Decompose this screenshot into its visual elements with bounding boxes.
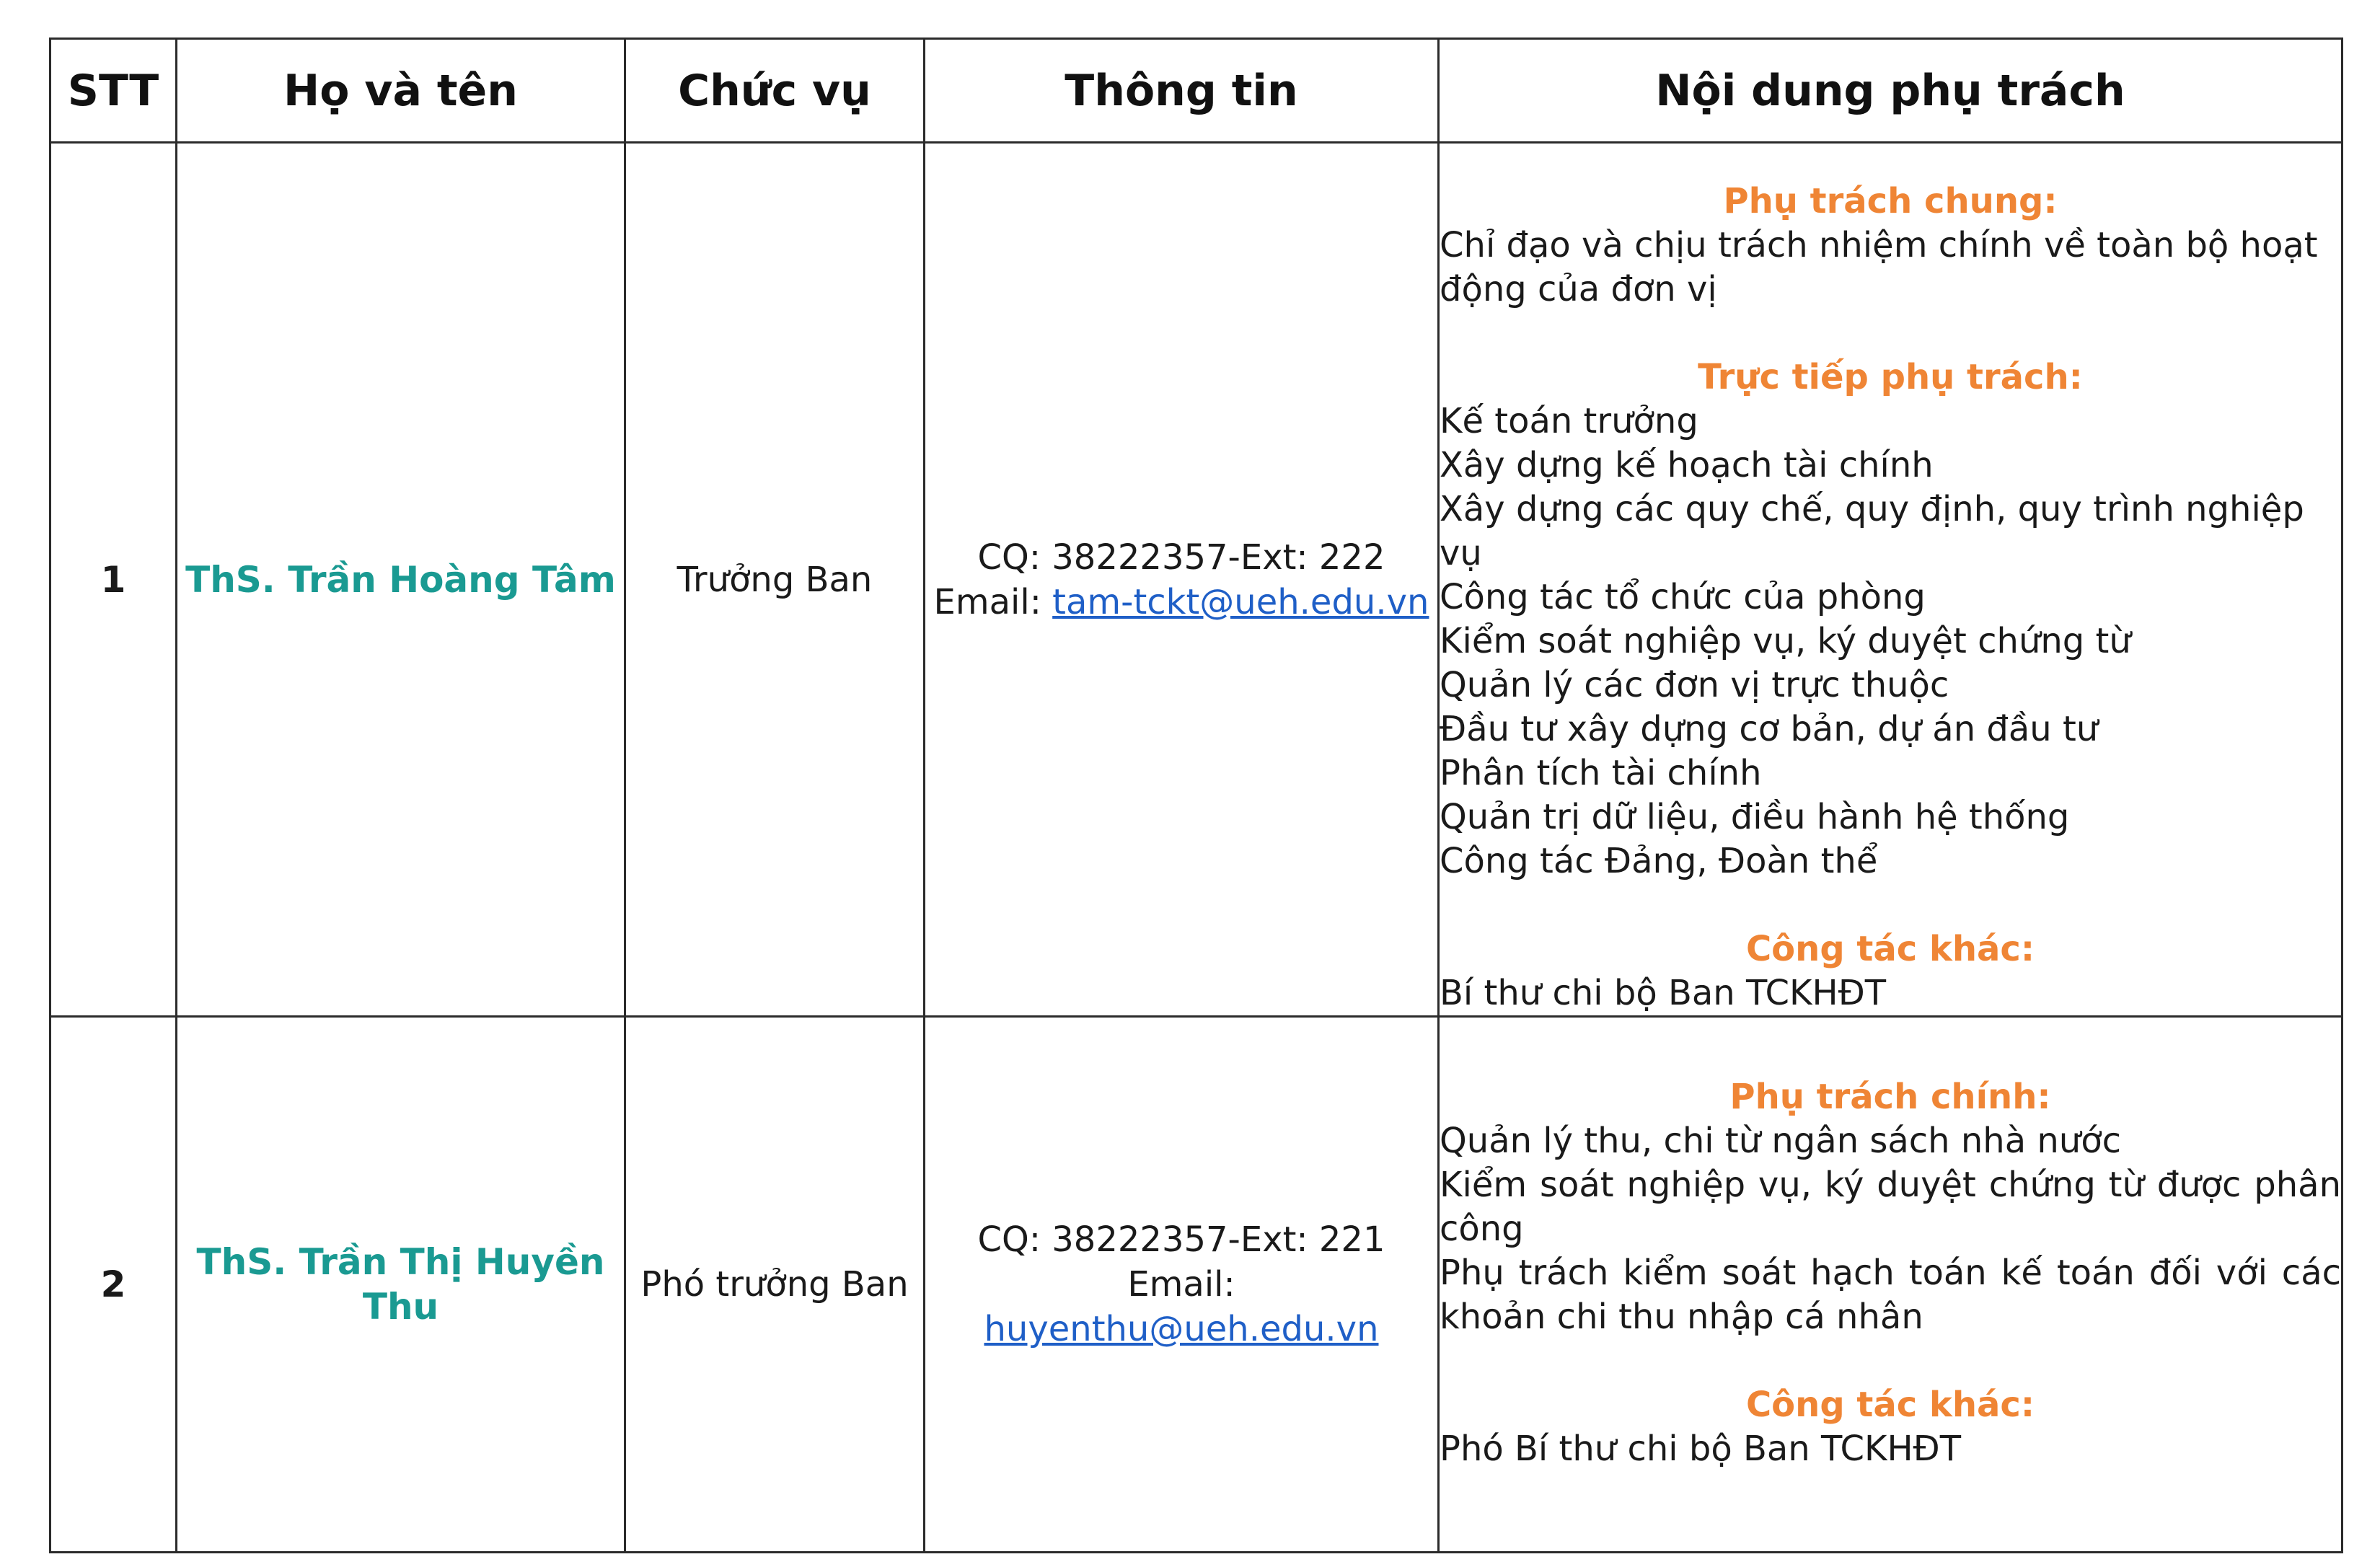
duty-item: Công tác Đảng, Đoàn thể [1440,841,1878,881]
row-stt: 1 [50,143,177,1017]
header-duties: Nội dung phụ trách [1439,39,2342,143]
email-link[interactable]: tam-tckt@ueh.edu.vn [1052,581,1429,622]
header-info: Thông tin [925,39,1439,143]
duty-item: Phân tích tài chính [1440,753,1762,793]
duty-item: Kiểm soát nghiệp vụ, ký duyệt chứng từ [1440,621,2131,661]
table-row [50,143,2342,1017]
staff-contact [925,143,1439,1017]
staff-position: Phó trưởng Ban [625,1017,925,1553]
duty-item: Xây dựng kế hoạch tài chính [1440,445,1934,485]
row-stt: 2 [50,1017,177,1553]
duty-item: Quản lý thu, chi từ ngân sách nhà nước [1440,1121,2121,1161]
email-line [925,1262,1437,1351]
staff-name: ThS. Trần Hoàng Tâm [177,143,625,1017]
section-title: Công tác khác: [1745,1385,2035,1425]
duty-item: Đầu tư xây dựng cơ bản, dự án đầu tư [1440,709,2099,749]
header-name: Họ và tên [177,39,625,143]
duty-item: Công tác tổ chức của phòng [1440,577,1926,617]
staff-name: ThS. Trần Thị Huyền Thu [177,1017,625,1553]
duties-cell [1439,1017,2342,1553]
section-title: Phụ trách chung: [1723,181,2058,221]
header-position: Chức vụ [625,39,925,143]
duty-item: Xây dựng các quy chế, quy định, quy trình nghiệp vụ [1440,489,2304,573]
section-title: Công tác khác: [1745,929,2035,969]
staff-contact [925,1017,1439,1553]
staff-position: Trưởng Ban [625,143,925,1017]
header-stt: STT [50,39,177,143]
email-line [925,580,1437,625]
duty-item: Quản lý các đơn vị trực thuộc [1440,665,1949,705]
duty-item: Bí thư chi bộ Ban TCKHĐT [1440,973,1887,1013]
table-row [50,1017,2342,1553]
duty-item: Kiểm soát nghiệp vụ, ký duyệt chứng từ được phân công [1440,1165,2341,1249]
duty-item: Kế toán trưởng [1440,401,1698,441]
duties-cell [1439,143,2342,1017]
duty-item: Quản trị dữ liệu, điều hành hệ thống [1440,797,2070,837]
duty-item: Phụ trách kiểm soát hạch toán kế toán đối với các khoản chi thu nhập cá nhân [1440,1253,2341,1337]
duty-item: Phó Bí thư chi bộ Ban TCKHĐT [1440,1429,1962,1469]
phone-text: CQ: 38222357-Ext: 222 [977,537,1385,578]
email-label: Email: [1127,1264,1235,1305]
email-link[interactable]: huyenthu@ueh.edu.vn [984,1309,1379,1349]
section-title: Phụ trách chính: [1729,1077,2051,1117]
staff-table [49,37,2343,1553]
phone-text: CQ: 38222357-Ext: 221 [977,1219,1385,1260]
email-label: Email: [933,581,1053,622]
duty-item: Chỉ đạo và chịu trách nhiệm chính về toàn bộ hoạt động của đơn vị [1440,225,2318,309]
section-title: Trực tiếp phụ trách: [1698,357,2083,397]
header-row [50,39,2342,143]
